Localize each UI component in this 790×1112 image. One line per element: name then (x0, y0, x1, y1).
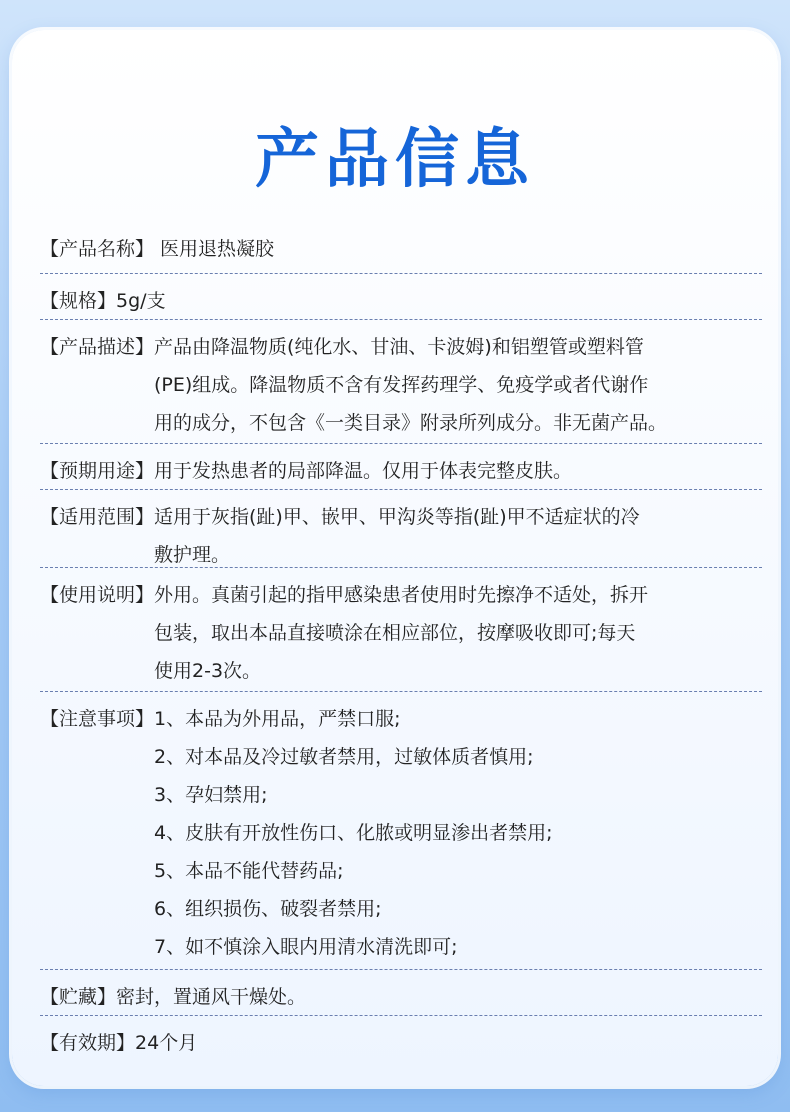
row-value-line: 用的成分，不包含《一类目录》附录所列成分。非无菌产品。 (154, 412, 668, 434)
row-value (154, 498, 762, 574)
row-value (154, 576, 762, 690)
info-row (40, 1016, 762, 1062)
row-value-line: 1、本品为外用品，严禁口服; (154, 708, 401, 730)
info-row (40, 320, 762, 444)
info-row (40, 970, 762, 1016)
row-value-line: 适用于灰指(趾)甲、嵌甲、甲沟炎等指(趾)甲不适症状的冷 (154, 506, 640, 528)
row-value-line: 医用退热凝胶 (160, 238, 275, 260)
row-value-line: 密封，置通风干燥处。 (116, 986, 307, 1008)
row-label: 【产品描述】 (40, 336, 155, 358)
info-row (40, 200, 762, 274)
row-label: 【有效期】 (40, 1032, 136, 1054)
info-row (40, 490, 762, 568)
row-label: 【预期用途】 (40, 460, 155, 482)
info-row (40, 274, 762, 320)
info-row (40, 568, 762, 692)
row-value-line: 6、组织损伤、破裂者禁用; (154, 898, 382, 920)
row-label: 【使用说明】 (40, 584, 155, 606)
row-value-line: 外用。真菌引起的指甲感染患者使用时先擦净不适处，拆开 (154, 584, 649, 606)
page-title: 产品信息 (255, 123, 535, 197)
row-label: 【规格】 (40, 290, 117, 312)
row-value-line: 使用2-3次。 (154, 660, 262, 682)
row-value (116, 282, 762, 320)
row-value (154, 328, 762, 442)
row-value-line: 产品由降温物质(纯化水、甘油、卡波姆)和铝塑管或塑料管 (154, 336, 644, 358)
info-row (40, 444, 762, 490)
row-value (154, 700, 762, 966)
row-value (135, 1024, 762, 1062)
row-label: 【适用范围】 (40, 506, 155, 528)
row-value-line: 包装，取出本品直接喷涂在相应部位，按摩吸收即可;每天 (154, 622, 636, 644)
row-value-line: 5g/支 (116, 290, 166, 312)
product-info-card (12, 30, 778, 1086)
info-table (40, 200, 762, 1062)
row-value-line: 敷护理。 (154, 544, 231, 566)
row-value-line: 2、对本品及冷过敏者禁用，过敏体质者慎用; (154, 746, 534, 768)
row-value-line: 4、皮肤有开放性伤口、化脓或明显渗出者禁用; (154, 822, 553, 844)
row-value (154, 452, 762, 490)
row-value-line: (PE)组成。降温物质不含有发挥药理学、免疫学或者代谢作 (154, 374, 649, 396)
info-row (40, 692, 762, 970)
row-label: 【产品名称】 (40, 238, 155, 260)
row-value-line: 5、本品不能代替药品; (154, 860, 344, 882)
row-value (116, 978, 762, 1016)
row-value-line: 3、孕妇禁用; (154, 784, 268, 806)
row-label: 【贮藏】 (40, 986, 117, 1008)
row-value (160, 230, 762, 268)
row-value-line: 7、如不慎涂入眼内用清水清洗即可; (154, 936, 458, 958)
row-value-line: 24个月 (135, 1032, 198, 1054)
row-value-line: 用于发热患者的局部降温。仅用于体表完整皮肤。 (154, 460, 573, 482)
row-label: 【注意事项】 (40, 708, 155, 730)
